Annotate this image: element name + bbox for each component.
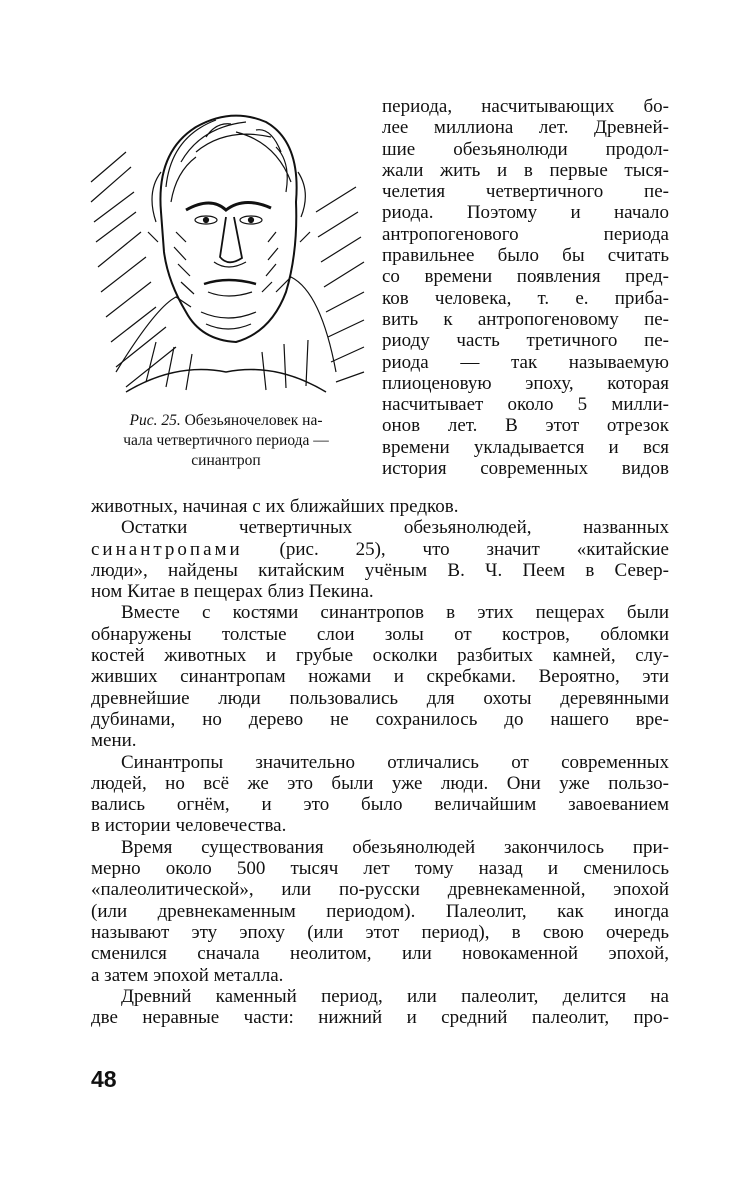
text-line: вить к антропогеновому пе- bbox=[382, 308, 669, 330]
page-number: 48 bbox=[91, 1066, 117, 1092]
text-line: лее миллиона лет. Древней- bbox=[382, 117, 669, 139]
text-line: со времени появления пред- bbox=[382, 266, 669, 288]
text-line: ном Китае в пещерах близ Пекина. bbox=[91, 581, 374, 603]
paragraph-sinanthropus bbox=[91, 517, 669, 602]
text-line: называют эту эпоху (или этот период), в свою очередь bbox=[91, 921, 669, 943]
paragraph-fire bbox=[91, 752, 669, 837]
text-line: две неравные части: нижний и средний палеолит, про- bbox=[91, 1007, 669, 1029]
text-line: обнаружены толстые слои золы от костров, обломки bbox=[91, 623, 669, 645]
text-line: риоду часть третичного пе- bbox=[382, 330, 669, 352]
text-line: правильнее было бы считать bbox=[382, 245, 669, 267]
caption-line-2: чала четвертичного периода — bbox=[123, 432, 329, 449]
caption-line-3: синантроп bbox=[191, 452, 261, 469]
paragraph-paleolithic bbox=[91, 837, 669, 986]
text-line: ков человека, т. е. приба- bbox=[382, 287, 669, 309]
paragraph-division bbox=[91, 986, 669, 1029]
text-line: жали жить и в первые тыся- bbox=[382, 159, 669, 181]
text-line: мени. bbox=[91, 730, 137, 752]
text-line: «палеолитической», или по-русски древнекаменной, эпохой bbox=[91, 879, 669, 901]
figure-label: Рис. 25. bbox=[129, 412, 181, 429]
text-line: риода. Поэтому и начало bbox=[382, 202, 669, 224]
text-line: плиоценовую эпоху, которая bbox=[382, 372, 669, 394]
text-line: живших синантропам ножами и скребками. Вероятно, эти bbox=[91, 666, 669, 688]
text-line: история современных видов bbox=[382, 458, 669, 480]
text-line: животных, начиная с их ближайших предков. bbox=[91, 496, 459, 517]
text-line: челетия четвертичного пе- bbox=[382, 181, 669, 203]
text-line: Время существования обезьянолюдей закончилось при- bbox=[121, 836, 669, 858]
caption-line-1 bbox=[86, 411, 366, 431]
text-line: вались огнём, и это было величайшим завоеванием bbox=[91, 794, 669, 816]
text-line: времени укладывается и вся bbox=[382, 436, 669, 458]
figure-caption bbox=[86, 411, 366, 471]
text-line: дубинами, но дерево не сохранилось до нашего вре- bbox=[91, 708, 669, 730]
right-column-text bbox=[382, 96, 669, 479]
paragraph-caves bbox=[91, 602, 669, 751]
text-line: древнейшие люди пользовались для охоты деревянными bbox=[91, 687, 669, 709]
text-fragment: (рис. 25), что значит «китайские bbox=[242, 538, 669, 560]
main-text bbox=[91, 496, 669, 1028]
text-line: (или древнекаменным периодом). Палеолит, как иногда bbox=[91, 900, 669, 922]
text-line: риода — так называемую bbox=[382, 351, 669, 373]
text-line: в истории человечества. bbox=[91, 815, 287, 837]
text-line: сменился сначала неолитом, или новокаменной эпохой, bbox=[91, 943, 669, 965]
text-line: Остатки четвертичных обезьянолюдей, названных bbox=[121, 517, 669, 539]
emphasized-term: синантропами bbox=[91, 538, 243, 560]
text-line: шие обезьянолюди продол- bbox=[382, 138, 669, 160]
text-line: люди», найдены китайским учёным В. Ч. Пеем в Север- bbox=[91, 559, 669, 581]
text-line bbox=[91, 539, 669, 560]
sinanthropus-head-drawing bbox=[86, 92, 366, 402]
text-line: Древний каменный период, или палеолит, делится на bbox=[121, 985, 669, 1007]
text-line: Синантропы значительно отличались от современных bbox=[121, 751, 669, 773]
text-line: онов лет. В этот отрезок bbox=[382, 415, 669, 437]
text-line: Вместе с костями синантропов в этих пещерах были bbox=[121, 602, 669, 624]
sinanthropus-illustration bbox=[86, 92, 366, 402]
text-line: периода, насчитывающих бо- bbox=[382, 96, 669, 117]
text-line: мерно около 500 тысяч лет тому назад и сменилось bbox=[91, 858, 669, 880]
text-line: а затем эпохой металла. bbox=[91, 964, 284, 986]
text-line: костей животных и грубые осколки разбитых камней, слу- bbox=[91, 645, 669, 667]
text-line: антропогенового периода bbox=[382, 223, 669, 245]
caption-text-1: Обезьяночеловек на- bbox=[184, 412, 323, 429]
text-line: людей, но всё же это были уже люди. Они уже пользо- bbox=[91, 772, 669, 794]
text-line: насчитывает около 5 милли- bbox=[382, 394, 669, 416]
